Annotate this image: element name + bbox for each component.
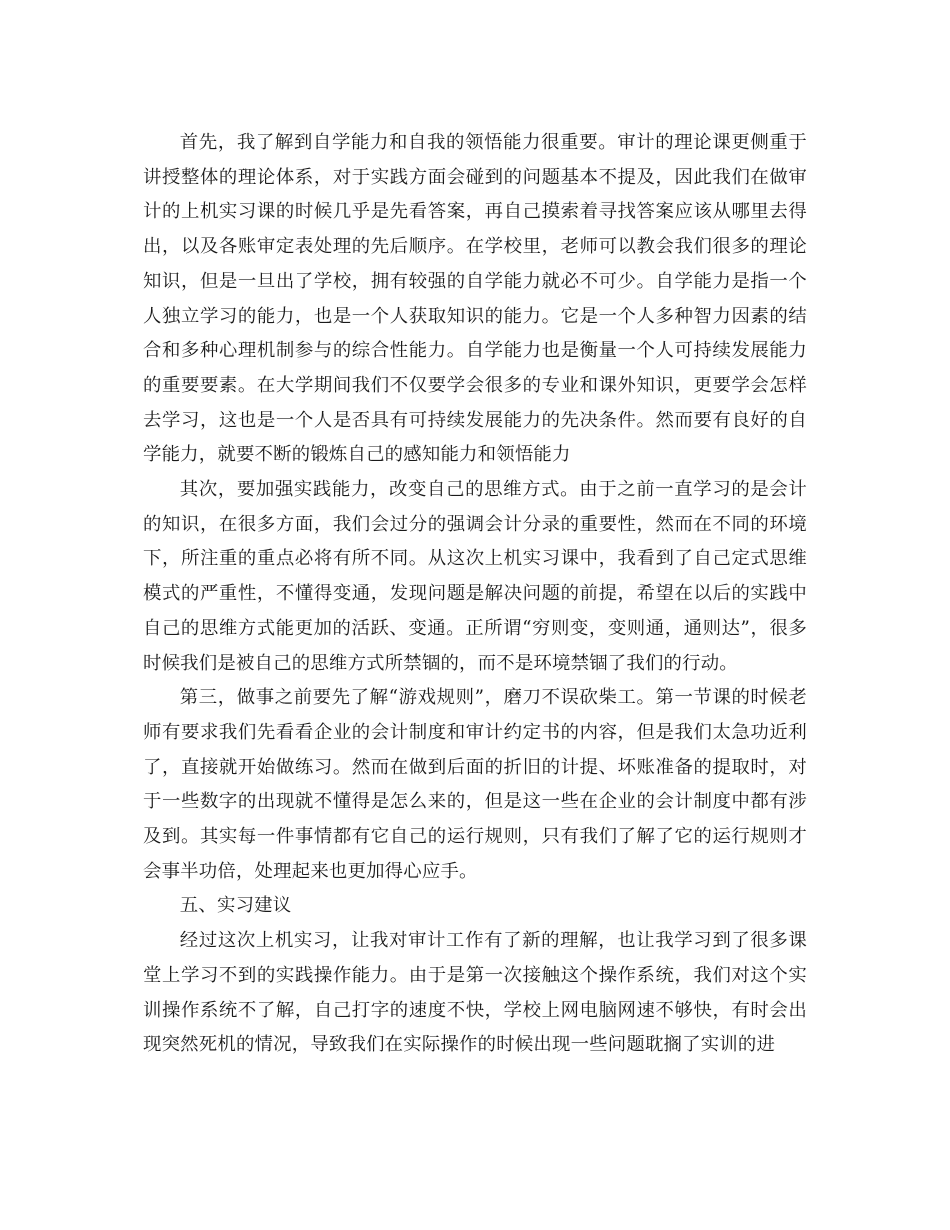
paragraph-suggestions: 经过这次上机实习，让我对审计工作有了新的理解，也让我学习到了很多课堂上学习不到的实践操作能力。由于是第一次接触这个操作系统，我们对这个实训操作系统不了解，自己打字的速度不快，学校上网电脑网速不够快，有时会出现突然死机的情况，导致我们在实际操作的时候出现一些问题耽搁了实训的进 — [143, 930, 807, 1056]
paragraph-practice-ability: 其次，要加强实践能力，改变自己的思维方式。由于之前一直学习的是会计的知识，在很多方面，我们会过分的强调会计分录的重要性，然而在不同的环境下，所注重的重点必将有所不同。从这次上机实习课中，我看到了自己定式思维模式的严重性，不懂得变通，发现问题是解决问题的前提，希望在以后的实践中自己的思维方式能更加的活跃、变通。正所谓“穷则变，变则通，通则达”，很多时候我们是被自己的思维方式所禁锢的，而不是环境禁锢了我们的行动。 — [143, 479, 807, 674]
paragraph-self-learning: 首先，我了解到自学能力和自我的领悟能力很重要。审计的理论课更侧重于讲授整体的理论体系，对于实践方面会碰到的问题基本不提及，因此我们在做审计的上机实习课的时候几乎是先看答案，再自己摸索着寻找答案应该从哪里去得出，以及各账审定表处理的先后顺序。在学校里，老师可以教会我们很多的理论知识，但是一旦出了学校，拥有较强的自学能力就必不可少。自学能力是指一个人独立学习的能力，也是一个人获取知识的能力。它是一个人多种智力因素的结合和多种心理机制参与的综合性能力。自学能力也是衡量一个人可持续发展能力的重要要素。在大学期间我们不仅要学会很多的专业和课外知识，更要学会怎样去学习，这也是一个人是否具有可持续发展能力的先决条件。然而要有良好的自学能力，就要不断的锻炼自己的感知能力和领悟能力 — [143, 132, 807, 466]
section-heading: 五、实习建议 — [179, 895, 292, 917]
document-body — [143, 126, 807, 1063]
paragraph-game-rules: 第三，做事之前要先了解“游戏规则”，磨刀不误砍柴工。第一节课的时候老师有要求我们先看看企业的会计制度和审计约定书的内容，但是我们太急功近利了，直接就开始做练习。然而在做到后面的折旧的计提、坏账准备的提取时，对于一些数字的出现就不懂得是怎么来的，但是这一些在企业的会计制度中都有涉及到。其实每一件事情都有它自己的运行规则，只有我们了解了它的运行规则才会事半功倍，处理起来也更加得心应手。 — [143, 687, 807, 882]
